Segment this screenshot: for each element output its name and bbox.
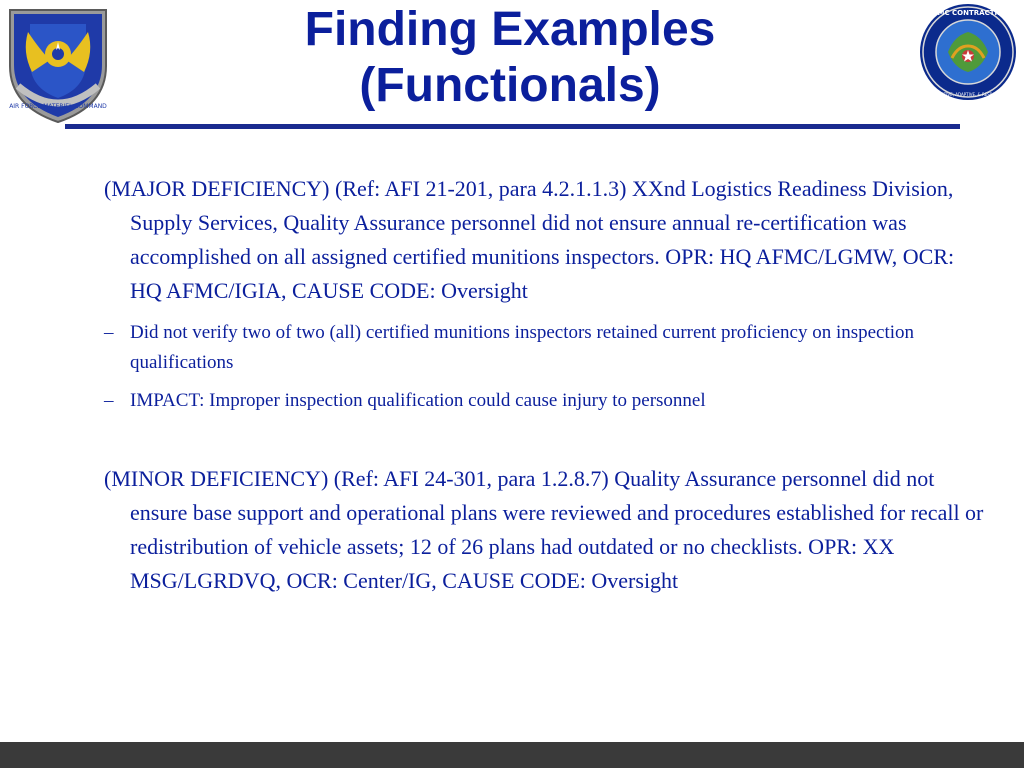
afmc-shield-logo: [2, 2, 114, 126]
dash-bullet: –: [104, 390, 114, 411]
sub-bullet-verification: [104, 318, 984, 378]
afmc-contracting-seal-logo: [918, 0, 1018, 104]
finding-major-deficiency: (MAJOR DEFICIENCY) (Ref: AFI 21-201, para 4.2.1.1.3) XXnd Logistics Readiness Division, Supply Services, Quality Assurance personnel did not ensure annual re-certification was accomplished on all assigned certified munitions inspectors. OPR: HQ AFMC/LGMW, OCR: HQ AFMC/IGIA, CAUSE CODE: Oversight: [104, 176, 955, 303]
slide-title: [130, 2, 890, 114]
finding-minor-deficiency: (MINOR DEFICIENCY) (Ref: AFI 24-301, para 1.2.8.7) Quality Assurance personnel did not ensure base support and operational plans were reviewed and procedures established for recall or redistribution of vehicle assets; 12 of 26 plans had outdated or no checklists. OPR: XX MSG/LGRDVQ, OCR: Center/IG, CAUSE CODE: Oversight: [104, 466, 984, 593]
dash-bullet: –: [104, 322, 114, 343]
title-underline: [65, 124, 960, 129]
sub-bullet-text: IMPACT: Improper inspection qualification could cause injury to personnel: [130, 390, 706, 411]
svg-text:AFMC CONTRACTING: AFMC CONTRACTING: [927, 9, 1009, 17]
sub-bullet-impact: [104, 386, 984, 416]
title-line-1: Finding Examples: [304, 3, 716, 56]
footer-bar: [0, 742, 1024, 768]
svg-text:AIR FORCE MATERIEL COMMAND: AIR FORCE MATERIEL COMMAND: [9, 103, 107, 110]
sub-bullet-text: Did not verify two of two (all) certified munitions inspectors retained current proficiency on inspection qualifications: [130, 322, 915, 373]
svg-text:INNOVATIVE, ADAPTIVE, & RESPON: INNOVATIVE, ADAPTIVE, & RESPONSIVE: [928, 92, 1008, 97]
title-line-2: (Functionals): [359, 59, 661, 112]
slide-body: [104, 172, 984, 598]
